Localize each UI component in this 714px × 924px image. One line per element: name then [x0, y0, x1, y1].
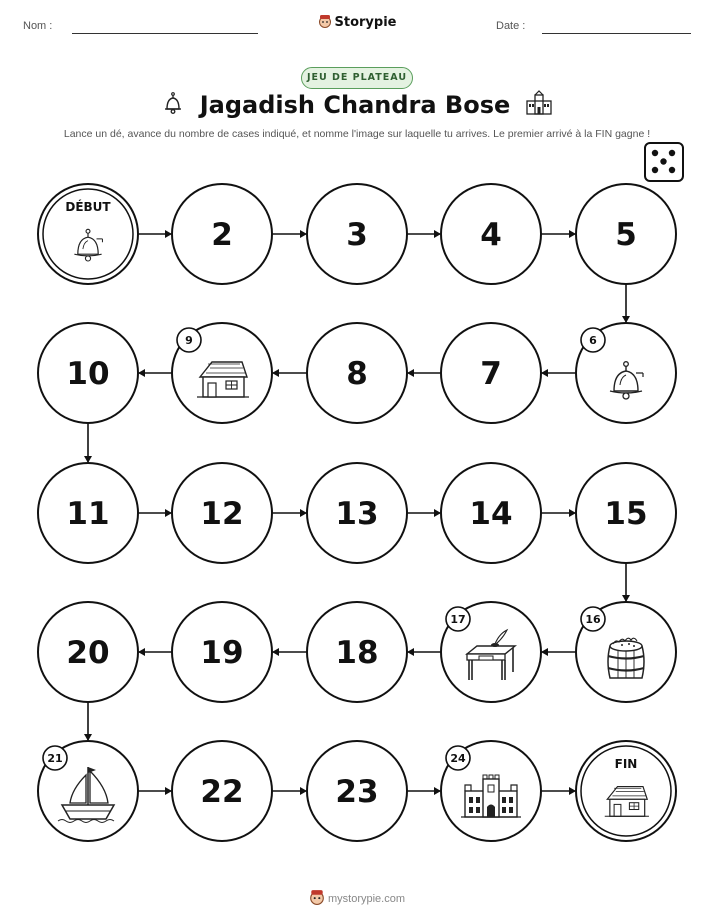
board-space-19	[172, 602, 272, 702]
board-space-3	[307, 184, 407, 284]
board-space-24	[441, 741, 541, 841]
board-space-15	[576, 463, 676, 563]
space-number-badge: 16	[585, 613, 601, 626]
name-label: Nom :	[23, 20, 53, 32]
footer	[0, 889, 714, 905]
board-spaces	[38, 184, 676, 841]
space-number: 7	[480, 356, 502, 392]
barrel-icon	[608, 638, 644, 678]
board-space-11	[38, 463, 138, 563]
board-space-13	[307, 463, 407, 563]
space-number-badge: 24	[450, 752, 466, 765]
board-space-8	[307, 323, 407, 423]
space-number-badge: 6	[589, 334, 597, 347]
board-space-4	[441, 184, 541, 284]
board-space-22	[172, 741, 272, 841]
category-badge: JEU DE PLATEAU	[301, 67, 413, 89]
board-space-10	[38, 323, 138, 423]
board-space-6	[576, 323, 676, 423]
space-number: 22	[200, 774, 244, 810]
board-space-16	[576, 602, 676, 702]
space-number: 2	[211, 217, 233, 253]
board-space-7	[441, 323, 541, 423]
space-number: 4	[480, 217, 502, 253]
space-number: 10	[66, 356, 110, 392]
space-number: 15	[604, 496, 648, 532]
start-label: DÉBUT	[65, 200, 111, 214]
board-space-5	[576, 184, 676, 284]
space-number: 18	[335, 635, 379, 671]
space-number: 3	[346, 217, 368, 253]
board-space-1	[38, 184, 138, 284]
storypie-logo-icon	[309, 889, 325, 905]
space-number-badge: 17	[450, 613, 466, 626]
space-number: 11	[66, 496, 110, 532]
board-space-20	[38, 602, 138, 702]
brand-name: Storypie	[334, 15, 397, 30]
space-number: 13	[335, 496, 379, 532]
space-number: 20	[66, 635, 110, 671]
space-number: 19	[200, 635, 244, 671]
space-number: 5	[615, 217, 637, 253]
board-space-12	[172, 463, 272, 563]
board-space-17	[441, 602, 541, 702]
instructions: Lance un dé, avance du nombre de cases indiqué, et nomme l'image sur laquelle tu arrives. Le premier arrivé à la FIN gagne !	[63, 128, 651, 140]
space-number: 23	[335, 774, 379, 810]
space-number: 12	[200, 496, 244, 532]
board-space-18	[307, 602, 407, 702]
space-number-badge: 9	[185, 334, 193, 347]
board-space-21	[38, 741, 138, 841]
board-space-9	[172, 323, 272, 423]
board-space-2	[172, 184, 272, 284]
space-number-badge: 21	[47, 752, 63, 765]
end-label: FIN	[614, 757, 638, 771]
space-number: 8	[346, 356, 368, 392]
title-text: Jagadish Chandra Bose	[199, 91, 511, 119]
space-number: 14	[469, 496, 513, 532]
board-space-23	[307, 741, 407, 841]
date-label: Date :	[496, 20, 526, 32]
footer-url: mystorypie.com	[327, 893, 406, 905]
board-space-14	[441, 463, 541, 563]
board-space-25	[576, 741, 676, 841]
